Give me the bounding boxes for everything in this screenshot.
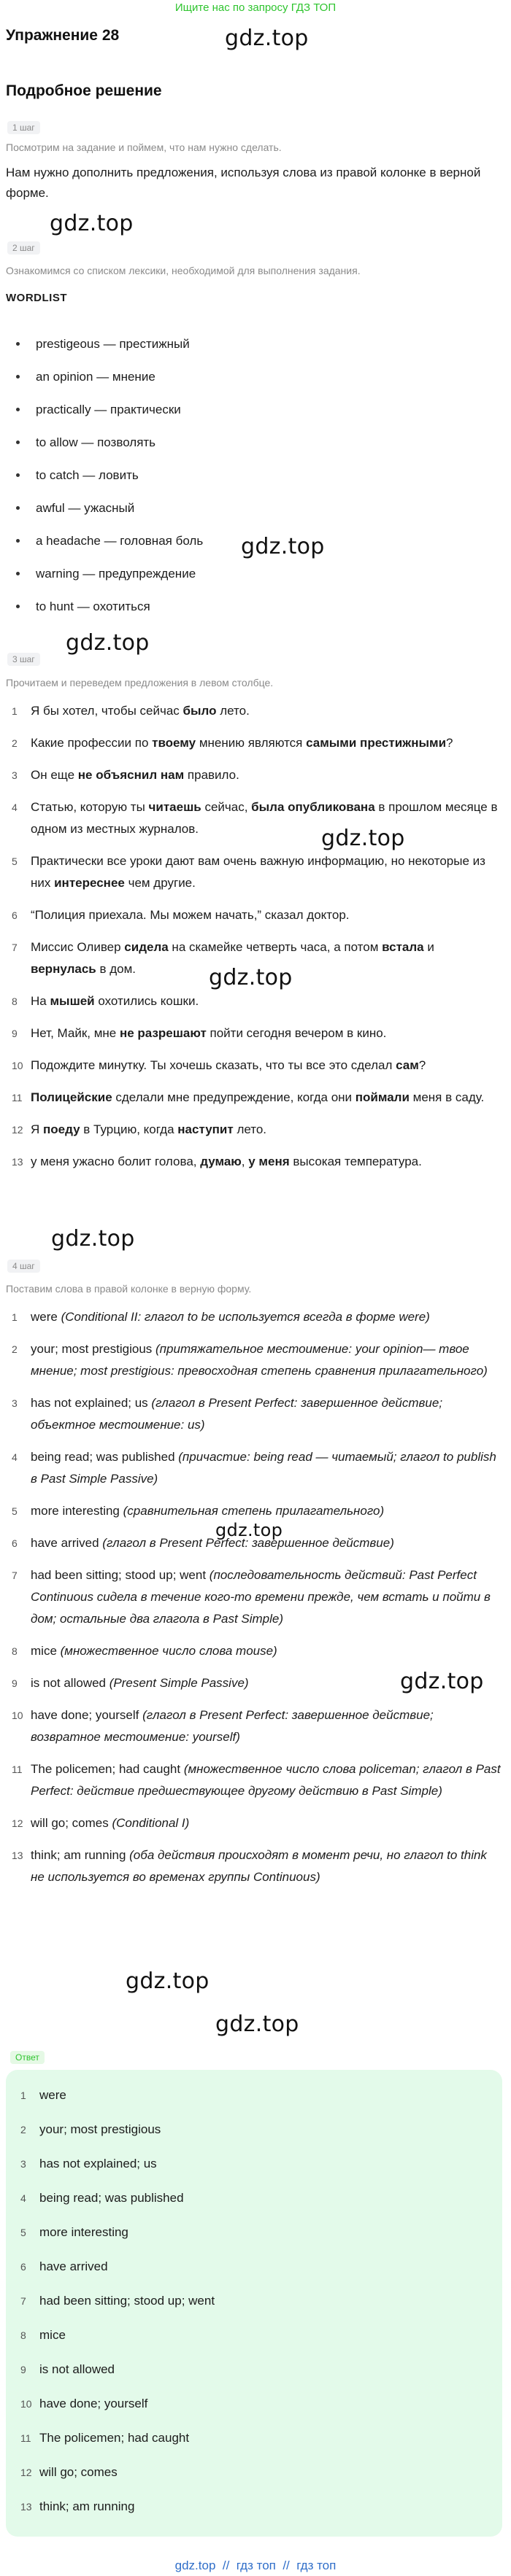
answer-text: being read; was published (39, 2191, 184, 2205)
item-number: 1 (12, 1311, 18, 1323)
item-number: 1 (12, 705, 18, 717)
page-title: Упражнение 28 (6, 27, 120, 44)
wordlist-item (13, 590, 203, 623)
answer-text: had been sitting; stood up; went (39, 2294, 215, 2308)
sentences-list (6, 700, 502, 1183)
solution-row (6, 1812, 502, 1834)
sentence-row (6, 796, 502, 840)
bullet-icon (16, 342, 20, 346)
answer-text: mice (39, 2328, 66, 2342)
item-number: 8 (12, 996, 18, 1007)
item-number: 7 (20, 2295, 26, 2307)
item-text: The policemen; had caught (множественное число слова policeman; глагол в Past Perfect: действие предшествующее другому действию в Past Simple) (31, 1762, 501, 1798)
sentence-row (6, 700, 502, 722)
wordlist-item (13, 492, 203, 524)
step-badge: 3 шаг (7, 653, 40, 666)
item-text: have done; yourself (глагол в Present Perfect: завершенное действие; возвратное местоимение: yourself) (31, 1708, 434, 1744)
wordlist-title: WORDLIST (6, 292, 67, 304)
answer-text: have done; yourself (39, 2397, 148, 2410)
bullet-icon (16, 473, 20, 477)
wordlist-item-text: a headache — головная боль (36, 533, 204, 548)
bullet-icon (16, 408, 20, 411)
solution-row (6, 1446, 502, 1490)
sentence-row (6, 1119, 502, 1141)
watermark: gdz.top (50, 211, 134, 236)
item-number: 12 (20, 2467, 32, 2478)
item-number: 7 (12, 942, 18, 953)
answer-row (15, 2359, 482, 2393)
answer-text: is not allowed (39, 2362, 115, 2376)
answer-list (15, 2084, 482, 2530)
sentence-row (6, 1023, 502, 1044)
watermark: gdz.top (126, 1968, 210, 1994)
item-text: Миссис Оливер сидела на скамейке четверть часа, а потом встала и вернулась в дом. (31, 940, 434, 976)
sentence-row (6, 1087, 502, 1109)
item-number: 10 (20, 2398, 32, 2410)
item-text: “Полиция приехала. Мы можем начать,” сказал доктор. (31, 908, 350, 922)
item-number: 1 (20, 2090, 26, 2101)
bullet-icon (16, 572, 20, 575)
item-number: 2 (12, 1343, 18, 1355)
watermark: gdz.top (51, 1226, 135, 1252)
top-search-hint-link[interactable]: Ищите нас по запросу ГДЗ ТОП (174, 1, 337, 14)
item-number: 6 (20, 2261, 26, 2273)
bullet-icon (16, 506, 20, 510)
item-number: 10 (12, 1710, 23, 1721)
answer-text: have arrived (39, 2259, 108, 2273)
item-number: 4 (12, 802, 18, 813)
wordlist-item-text: to catch — ловить (36, 468, 139, 482)
item-text: more interesting (сравнительная степень прилагательного) (31, 1504, 385, 1518)
watermark: gdz.top (225, 26, 309, 51)
step-note: Ознакомимся со списком лексики, необходимой для выполнения задания. (6, 265, 361, 276)
bullet-icon (16, 605, 20, 608)
item-number: 10 (12, 1060, 23, 1071)
answer-row (15, 2290, 482, 2324)
wordlist-item-text: to allow — позволять (36, 435, 156, 449)
item-text: have arrived (глагол в Present Perfect: завершенное действие) (31, 1536, 394, 1550)
watermark: gdz.top (400, 1669, 484, 1694)
solution-row (6, 1672, 502, 1694)
watermark: gdz.top (209, 965, 293, 990)
item-number: 5 (12, 856, 18, 867)
item-text: had been sitting; stood up; went (последовательность действий: Past Perfect Continuous сидела в течение кого-то времени прежде, чем встать и пойти в дом; остальные два глагола в Past Simple) (31, 1568, 491, 1626)
wordlist-item-text: an opinion — мнение (36, 369, 155, 384)
item-number: 8 (20, 2329, 26, 2341)
item-text: has not explained; us (глагол в Present Perfect: завершенное действие; объектное местоимение: us) (31, 1396, 443, 1432)
item-text: На мышей охотились кошки. (31, 994, 199, 1008)
item-text: being read; was published (причастие: being read — читаемый; глагол to publish в Past Simple Passive) (31, 1450, 496, 1486)
watermark: gdz.top (215, 1520, 283, 1540)
item-text: will go; comes (Conditional I) (31, 1816, 190, 1830)
wordlist-item (13, 360, 203, 393)
wordlist-item-text: to hunt — охотиться (36, 599, 150, 613)
solution-row (6, 1844, 502, 1888)
answer-badge: Ответ (10, 2051, 45, 2064)
wordlist-item-text: practically — практически (36, 402, 181, 416)
item-text: Я бы хотел, чтобы сейчас было лето. (31, 704, 250, 718)
wordlist-item (13, 393, 203, 426)
item-number: 2 (12, 737, 18, 749)
item-number: 8 (12, 1645, 18, 1657)
item-number: 6 (12, 1537, 18, 1549)
item-text: Я поеду в Турцию, когда наступит лето. (31, 1122, 267, 1136)
item-number: 3 (12, 769, 18, 781)
answer-row (15, 2256, 482, 2290)
answer-row (15, 2222, 482, 2256)
item-number: 3 (20, 2158, 26, 2170)
answer-row (15, 2324, 482, 2359)
answer-row (15, 2393, 482, 2427)
item-number: 6 (12, 909, 18, 921)
item-number: 13 (20, 2501, 32, 2513)
wordlist (13, 327, 203, 623)
item-number: 12 (12, 1124, 23, 1136)
item-text: Какие профессии по твоему мнению являются самыми престижными? (31, 736, 453, 750)
item-number: 9 (12, 1677, 18, 1689)
bullet-icon (16, 375, 20, 379)
watermark: gdz.top (241, 534, 325, 559)
wordlist-item (13, 524, 203, 557)
answer-text: were (39, 2088, 66, 2102)
sentence-row (6, 1151, 502, 1173)
item-number: 2 (20, 2124, 26, 2135)
sentence-row (6, 732, 502, 754)
step-text: Нам нужно дополнить предложения, используя слова из правой колонке в верной форме. (6, 166, 481, 200)
sentence-row (6, 764, 502, 786)
item-text: Практически все уроки дают вам очень важную информацию, но некоторые из них интереснее чем другие. (31, 854, 485, 890)
item-text: is not allowed (Present Simple Passive) (31, 1676, 249, 1690)
answer-row (15, 2496, 482, 2530)
step-note: Прочитаем и переведем предложения в левом столбце. (6, 677, 274, 688)
wordlist-item (13, 459, 203, 492)
item-number: 11 (20, 2432, 31, 2444)
sentence-row (6, 850, 502, 894)
solution-row (6, 1640, 502, 1662)
sentence-row (6, 904, 502, 926)
item-text: your; most prestigious (притяжательное местоимение: your opinion— твое мнение; most prestigious: превосходная степень сравнения прилагательного) (31, 1342, 488, 1378)
item-number: 5 (20, 2227, 26, 2238)
item-text: think; am running (оба действия происходят в момент речи, но глагол to think не используется во временах группы Continuous) (31, 1848, 487, 1884)
solution-row (6, 1306, 502, 1328)
answer-text: your; most prestigious (39, 2122, 161, 2136)
answer-text: think; am running (39, 2499, 135, 2513)
sentence-row (6, 990, 502, 1012)
item-number: 13 (12, 1850, 23, 1861)
item-text: у меня ужасно болит голова, думаю, у меня высокая температура. (31, 1155, 422, 1168)
sentence-row (6, 1055, 502, 1076)
wordlist-item-text: prestigeous — престижный (36, 336, 190, 351)
wordlist-item (13, 557, 203, 590)
answer-row (15, 2084, 482, 2119)
answer-text: has not explained; us (39, 2157, 157, 2170)
answer-text: will go; comes (39, 2465, 118, 2479)
answer-text: The policemen; had caught (39, 2431, 190, 2445)
item-number: 3 (12, 1397, 18, 1409)
solution-row (6, 1704, 502, 1748)
step-badge: 2 шаг (7, 241, 40, 255)
watermark: gdz.top (66, 630, 150, 656)
item-text: mice (множественное число слова mouse) (31, 1644, 277, 1658)
item-number: 7 (12, 1570, 18, 1581)
bullet-icon (16, 441, 20, 444)
answer-row (15, 2119, 482, 2153)
answer-row (15, 2427, 482, 2461)
item-number: 12 (12, 1817, 23, 1829)
item-text: were (Conditional II: глагол to be используется всегда в форме were) (31, 1310, 430, 1324)
item-text: Нет, Майк, мне не разрешают пойти сегодня вечером в кино. (31, 1026, 387, 1040)
solution-list (6, 1306, 502, 1898)
solution-row (6, 1758, 502, 1802)
answer-row (15, 2153, 482, 2187)
item-number: 9 (12, 1028, 18, 1039)
item-text: Он еще не объяснил нам правило. (31, 768, 239, 782)
item-number: 11 (12, 1764, 23, 1775)
step-note: Посмотрим на задание и поймем, что нам нужно сделать. (6, 141, 282, 153)
item-number: 9 (20, 2364, 26, 2375)
solution-row (6, 1392, 502, 1436)
item-text: Статью, которую ты читаешь сейчас, была опубликована в прошлом месяце в одном из местных журналов. (31, 800, 498, 836)
item-text: Полицейские сделали мне предупреждение, когда они поймали меня в саду. (31, 1090, 485, 1104)
wordlist-item-text: warning — предупреждение (36, 566, 196, 581)
solution-row (6, 1564, 502, 1630)
watermark: gdz.top (321, 826, 405, 851)
watermark: gdz.top (215, 2011, 299, 2037)
step-badge: 4 шаг (7, 1260, 40, 1273)
section-title: Подробное решение (6, 82, 162, 99)
item-number: 4 (20, 2192, 26, 2204)
sentence-row (6, 936, 502, 980)
bullet-icon (16, 539, 20, 543)
answer-row (15, 2461, 482, 2496)
step-badge: 1 шаг (7, 121, 40, 134)
solution-row (6, 1338, 502, 1382)
wordlist-item (13, 426, 203, 459)
item-number: 4 (12, 1451, 18, 1463)
wordlist-item-text: awful — ужасный (36, 500, 135, 515)
step-note: Поставим слова в правой колонке в верную форму. (6, 1283, 252, 1295)
solution-row (6, 1500, 502, 1522)
footer-links[interactable]: gdz.top // гдз топ // гдз топ (174, 2558, 337, 2572)
solution-row (6, 1532, 502, 1554)
item-text: Подождите минутку. Ты хочешь сказать, что ты все это сделал сам? (31, 1058, 426, 1072)
item-number: 13 (12, 1156, 23, 1168)
answer-text: more interesting (39, 2225, 128, 2239)
answer-row (15, 2187, 482, 2222)
item-number: 11 (12, 1092, 23, 1103)
wordlist-item (13, 327, 203, 360)
item-number: 5 (12, 1505, 18, 1517)
